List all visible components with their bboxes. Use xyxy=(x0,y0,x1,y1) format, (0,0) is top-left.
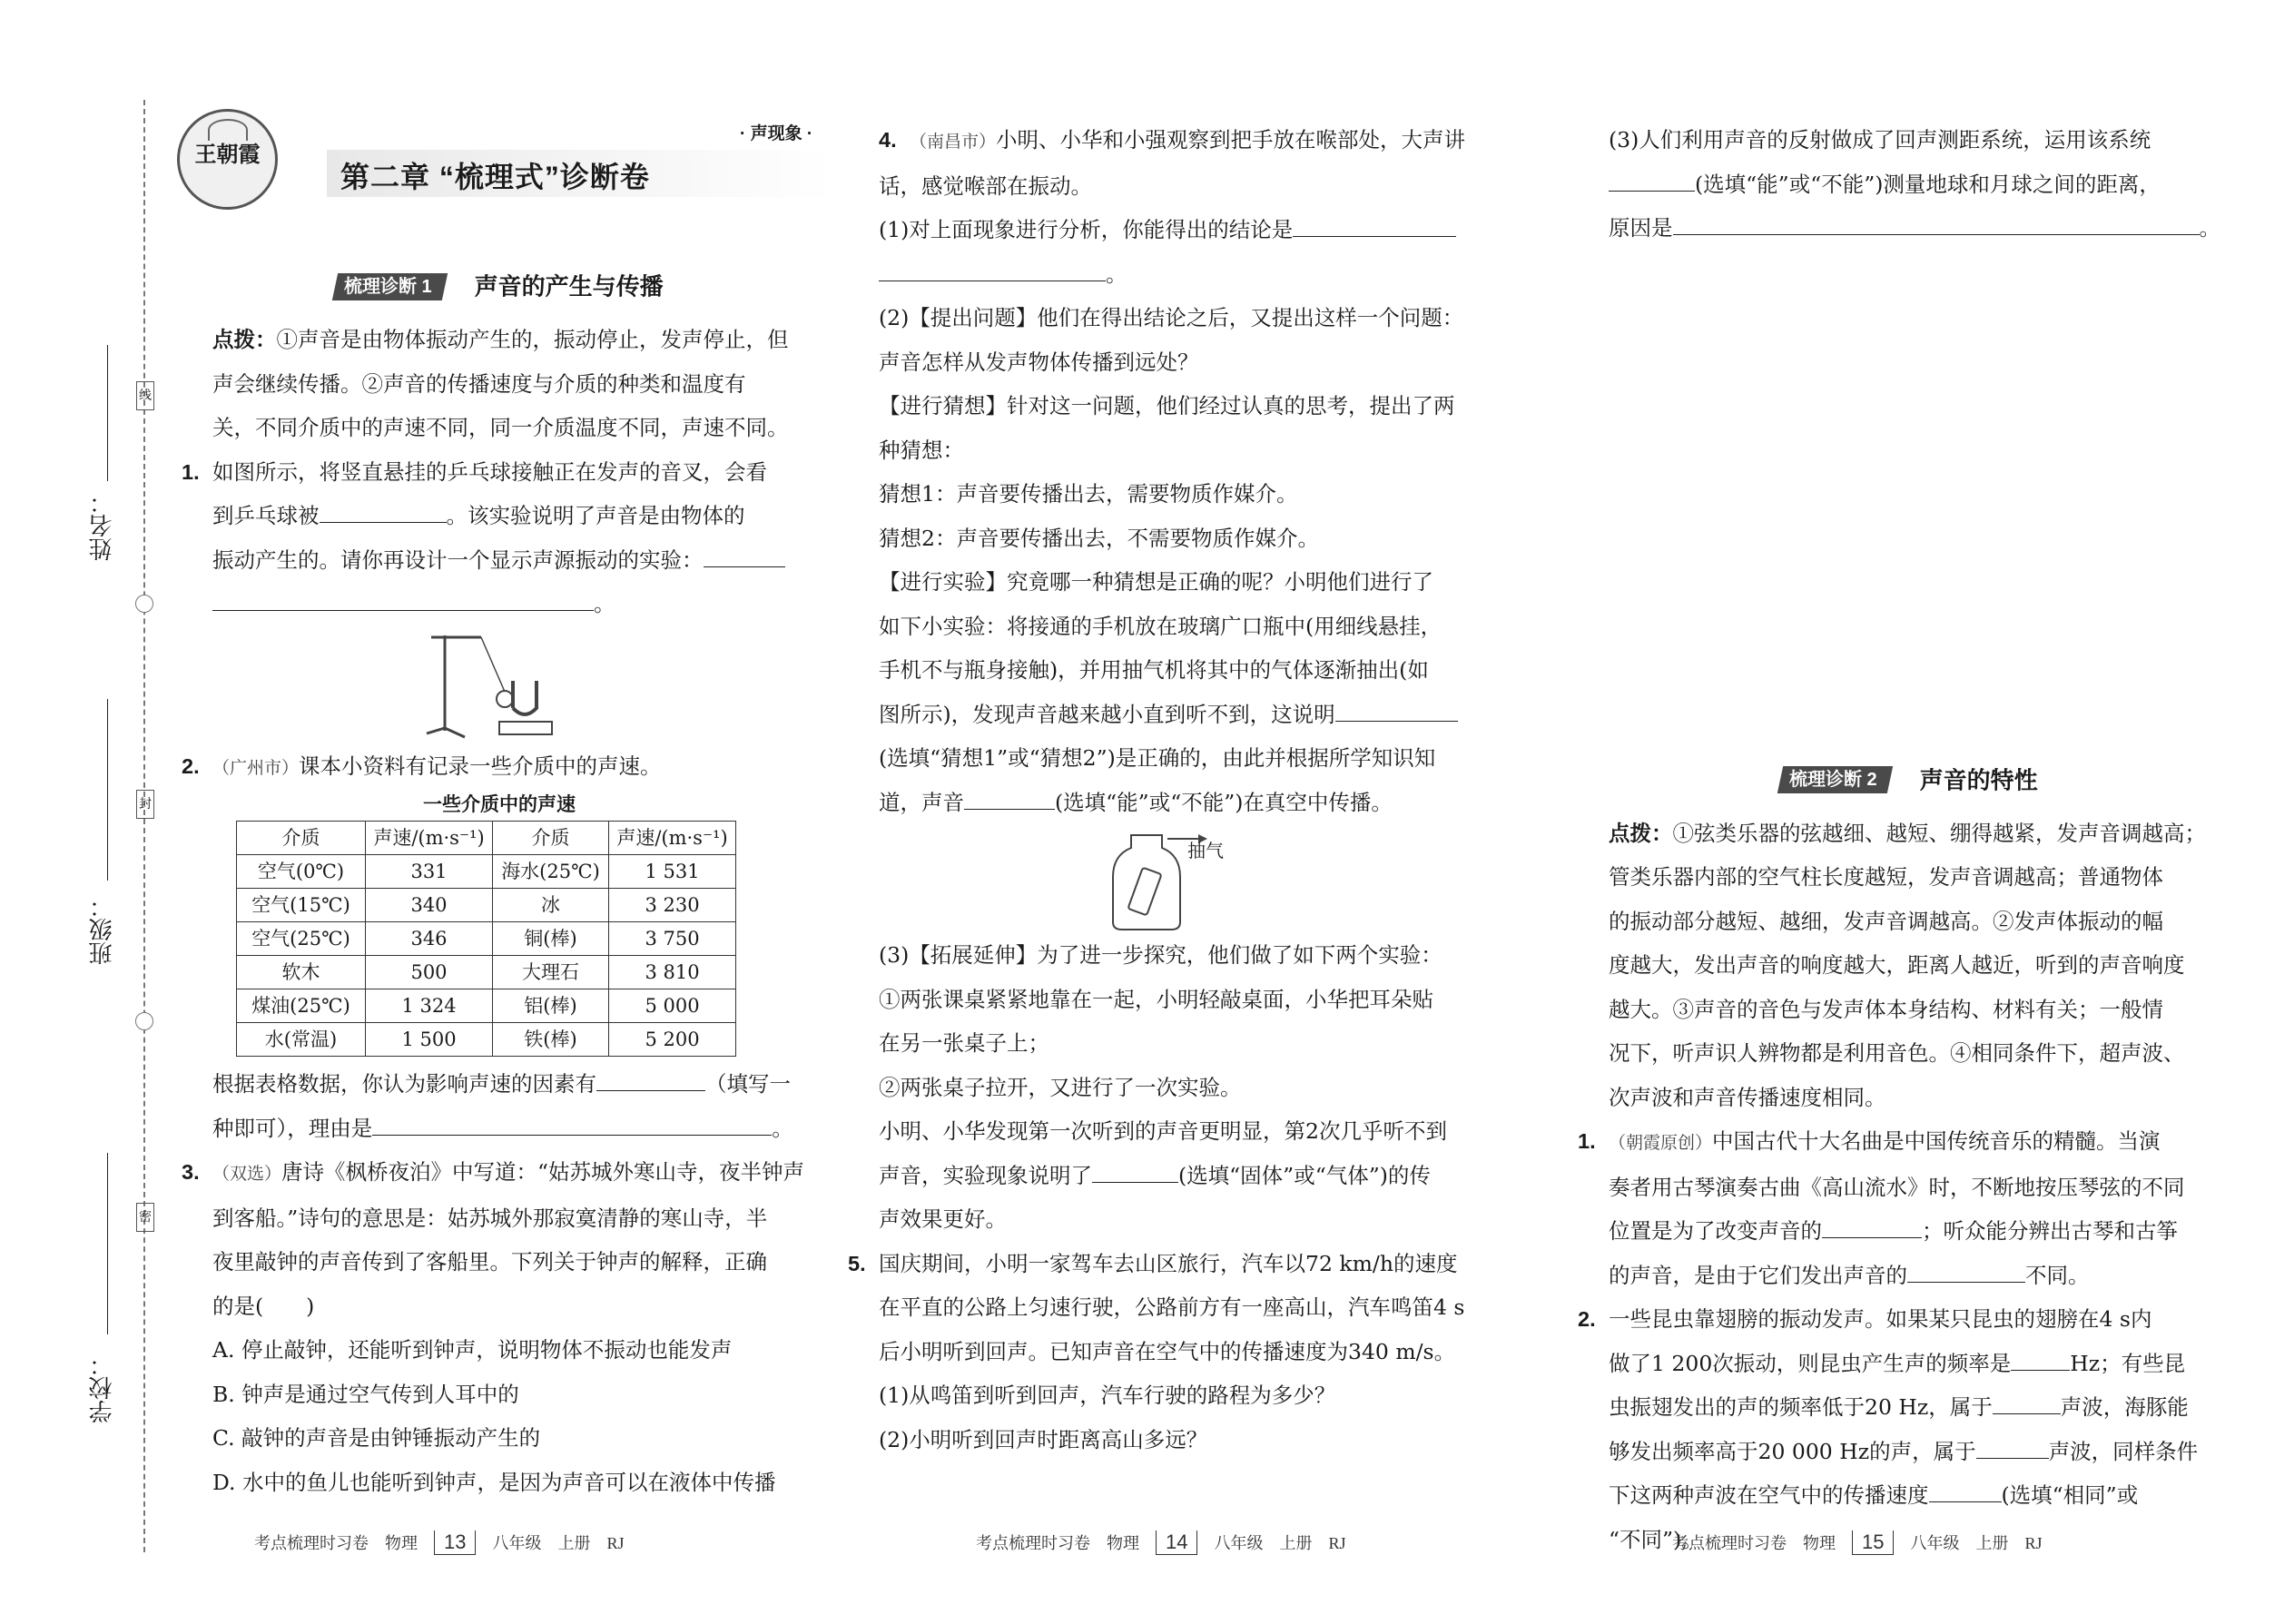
answer-blank[interactable] xyxy=(596,1070,705,1091)
option-d[interactable]: D. 水中的鱼儿也能听到钟声，是因为声音可以在液体中传播 xyxy=(212,1469,776,1495)
cell: 空气(15℃) xyxy=(237,889,366,922)
tip: 点拨：①声音是由物体振动产生的，振动停止，发声停止，但 xyxy=(212,327,789,353)
cell: 软木 xyxy=(237,956,366,989)
question-line: (1)从鸣笛到听到回声，汽车行驶的路程为多少？ xyxy=(879,1383,1336,1408)
cell: 346 xyxy=(366,922,493,956)
question-line: 的声音，是由于它们发出声音的 不同。 xyxy=(1609,1262,2090,1288)
cell: 铁(棒) xyxy=(493,1023,609,1057)
page-number: 15 xyxy=(1852,1530,1894,1555)
guess-2: 猜想2：声音要传播出去，不需要物质作媒介。 xyxy=(879,525,1319,551)
question-line: ②两张桌子拉开，又进行了一次实验。 xyxy=(879,1074,1242,1100)
question-line: (2)小明听到回声时距离高山多远？ xyxy=(879,1426,1208,1452)
tip-line: 管类乐器内部的空气柱长度越短，发声音调越高；普通物体 xyxy=(1609,864,2163,891)
answer-blank[interactable] xyxy=(1609,171,1695,192)
sound-speed-table xyxy=(236,821,736,1057)
tip-line: 况下，听声识人辨物都是利用音色。④相同条件下，超声波、 xyxy=(1609,1040,2185,1067)
cell: 500 xyxy=(366,956,493,989)
question-line: 【进行实验】究竟哪一种猜想是正确的呢？小明他们进行了 xyxy=(879,569,1433,595)
question-line: 做了1 200次振动，则昆虫产生声的频率是 Hz；有些昆 xyxy=(1609,1350,2186,1376)
binding-hole xyxy=(135,595,153,613)
footer-left: 考点梳理时习卷 物理 xyxy=(254,1534,418,1552)
question-line: 如下小实验：将接通的手机放在玻璃广口瓶中(用细线悬挂， xyxy=(879,613,1442,639)
name-label: 姓名： xyxy=(89,490,115,561)
cell: 大理石 xyxy=(493,956,609,989)
logo-text: 王朝霞 xyxy=(194,141,261,167)
header-cell: 声速/(m·s⁻¹) xyxy=(366,822,493,855)
question-1: 1. （朝霞原创）中国古代十大名曲是中国传统音乐的精髓。当演 xyxy=(1578,1128,2161,1155)
answer-blank[interactable] xyxy=(1929,1481,2002,1502)
answer-blank[interactable] xyxy=(1335,701,1458,722)
answer-blank[interactable] xyxy=(1293,216,1456,237)
cell: 5 200 xyxy=(609,1023,736,1057)
question-line: 种猜想： xyxy=(879,437,964,463)
cell: 3 750 xyxy=(609,922,736,956)
question-line: 根据表格数据，你认为影响声速的因素有 （填写一 xyxy=(212,1071,791,1097)
class-line[interactable] xyxy=(107,699,108,881)
answer-blank[interactable] xyxy=(212,590,594,611)
table-row xyxy=(237,922,736,956)
cell: 3 230 xyxy=(609,889,736,922)
question-line: (1)对上面现象进行分析，你能得出的结论是 xyxy=(879,208,1532,252)
tip: 点拨：①弦类乐器的弦越细、越短、绷得越紧，发声音调越高； xyxy=(1609,820,2206,846)
question-line: “不同”)。 xyxy=(1609,1526,1703,1552)
footer-right: 八年级 上册 RJ xyxy=(1214,1534,1346,1552)
section-heading xyxy=(1578,757,2240,802)
answer-blank[interactable] xyxy=(879,261,1106,281)
section-tag: · 声现象 · xyxy=(740,124,813,143)
question-line: 声音怎样从发声物体传播到远处？ xyxy=(879,349,1199,375)
question-line: 到乒乓球被 。该实验说明了声音是由物体的 xyxy=(212,503,745,529)
school-line[interactable] xyxy=(107,1153,108,1334)
question-line: 虫振翅发出的声的频率低于20 Hz，属于 声波，海豚能 xyxy=(1609,1394,2189,1421)
question-line: 种即可），理由是 。 xyxy=(212,1115,793,1141)
question-line: 。 xyxy=(879,252,1532,297)
class-label: 班级： xyxy=(89,894,115,965)
table-row xyxy=(237,889,736,922)
question-line: 。 xyxy=(182,582,817,626)
answer-blank[interactable] xyxy=(1673,214,2200,235)
question-line: 道，声音 (选填“能”或“不能”)在真空中传播。 xyxy=(879,789,1393,815)
column-3 xyxy=(1578,118,2240,1561)
section-title: 声音的特性 xyxy=(1919,766,2038,794)
question-line: 夜里敲钟的声音传到了客船里。下列关于钟声的解释，正确 xyxy=(212,1249,767,1275)
question-line: 图所示)，发现声音越来越小直到听不到，这说明 xyxy=(879,693,1532,737)
tuning-fork-figure xyxy=(182,626,817,744)
page-number: 13 xyxy=(434,1530,476,1555)
answer-blank[interactable] xyxy=(1092,1162,1178,1183)
footer-page-14 xyxy=(976,1530,1346,1555)
question-line: 的是( ) xyxy=(212,1293,315,1319)
chapter-title: 第二章 “梳理式”诊断卷 xyxy=(340,161,650,193)
answer-blank[interactable] xyxy=(1976,1438,2049,1459)
question-5: 5. 国庆期间，小明一家驾车去山区旅行，汽车以72 km/h的速度 xyxy=(848,1250,1458,1276)
question-line: 声音，实验现象说明了 (选填“固体”或“气体”)的传 xyxy=(879,1162,1431,1188)
cell: 铝(棒) xyxy=(493,989,609,1023)
column-1 xyxy=(182,263,817,1504)
header-cell: 介质 xyxy=(237,822,366,855)
tip-line: 次声波和声音传播速度相同。 xyxy=(1609,1084,1886,1110)
binding-hole xyxy=(135,1012,153,1030)
cell: 340 xyxy=(366,889,493,922)
answer-blank[interactable] xyxy=(320,502,447,523)
question-line: 下这两种声波在空气中的传播速度 (选填“相同”或 xyxy=(1609,1482,2139,1509)
section-title: 声音的产生与传播 xyxy=(474,272,664,300)
cell: 水(常温) xyxy=(237,1023,366,1057)
answer-blank[interactable] xyxy=(2011,1350,2070,1371)
header-cell: 声速/(m·s⁻¹) xyxy=(609,822,736,855)
school-label: 学校： xyxy=(89,1353,115,1423)
question-line: 到客船。”诗句的意思是：姑苏城外那寂寞清静的寒山寺，半 xyxy=(212,1205,768,1231)
question-line: (3)【拓展延伸】为了进一步探究，他们做了如下两个实验： xyxy=(879,942,1442,968)
section-tag-badge: 梳理诊断 2 xyxy=(1777,766,1893,793)
footer-left: 考点梳理时习卷 物理 xyxy=(1672,1534,1836,1552)
question-line: 奏者用古琴演奏古曲《高山流水》时，不断地按压琴弦的不同 xyxy=(1609,1174,2185,1200)
table-row xyxy=(237,855,736,889)
cell: 铜(棒) xyxy=(493,922,609,956)
cell: 3 810 xyxy=(609,956,736,989)
answer-blank[interactable] xyxy=(1822,1217,1922,1238)
option-b[interactable]: B. 钟声是通过空气传到人耳中的 xyxy=(212,1381,519,1407)
question-line: (选填“能”或“不能”)测量地球和月球之间的距离， xyxy=(1578,162,2240,207)
question-line: 原因是 。 xyxy=(1609,215,2220,241)
tip-line: 度越大，发出声音的响度越大，距离人越近，听到的声音响度 xyxy=(1609,952,2185,979)
table-row xyxy=(237,1023,736,1057)
name-line[interactable] xyxy=(107,345,108,481)
question-2: 2. （广州市）课本小资料有记录一些介质中的声速。 xyxy=(182,753,662,779)
seal-mark: 封 xyxy=(136,790,154,819)
footer-page-15 xyxy=(1672,1530,2043,1555)
question-line: 手机不与瓶身接触)，并用抽气机将其中的气体逐渐抽出(如 xyxy=(879,657,1429,683)
tip-line: 声会继续传播。②声音的传播速度与介质的种类和温度有 xyxy=(212,370,746,397)
cell: 空气(25℃) xyxy=(237,922,366,956)
footer-left: 考点梳理时习卷 物理 xyxy=(976,1534,1139,1552)
question-line: 小明、小华发现第一次听到的声音更明显，第2次几乎听不到 xyxy=(879,1118,1447,1144)
cell: 空气(0℃) xyxy=(237,855,366,889)
crown-icon xyxy=(208,119,248,141)
table-header-row xyxy=(237,822,736,855)
jar-figure xyxy=(879,824,1532,933)
question-line: ①两张课桌紧紧地靠在一起，小明轻敲桌面，小华把耳朵贴 xyxy=(879,986,1433,1012)
header-cell: 介质 xyxy=(493,822,609,855)
question-line: 够发出频率高于20 000 Hz的声，属于 声波，同样条件 xyxy=(1609,1438,2199,1464)
answer-blank[interactable] xyxy=(372,1115,772,1136)
question-2: 2. 一些昆虫靠翅膀的振动发声。如果某只昆虫的翅膀在4 s内 xyxy=(1578,1306,2152,1333)
table-row xyxy=(237,989,736,1023)
page-number: 14 xyxy=(1156,1530,1197,1555)
question-line: 声效果更好。 xyxy=(879,1206,1007,1232)
question-line: 在平直的公路上匀速行驶，公路前方有一座高山，汽车鸣笛4 s xyxy=(879,1294,1465,1320)
table-row xyxy=(237,956,736,989)
cell: 331 xyxy=(366,855,493,889)
option-c[interactable]: C. 敲钟的声音是由钟锤振动产生的 xyxy=(212,1425,541,1452)
binding-margin xyxy=(0,0,154,1624)
guess-1: 猜想1：声音要传播出去，需要物质作媒介。 xyxy=(879,481,1298,507)
cell: 冰 xyxy=(493,889,609,922)
footer-page-13 xyxy=(254,1530,625,1555)
tip-line: 的振动部分越短、越细，发声音调越高。②发声体振动的幅 xyxy=(1609,908,2163,934)
cell: 1 324 xyxy=(366,989,493,1023)
logo xyxy=(177,109,278,210)
cell: 煤油(25℃) xyxy=(237,989,366,1023)
column-2 xyxy=(848,118,1532,1462)
question-line: 振动产生的。请你再设计一个显示声源振动的实验： xyxy=(182,538,817,583)
section-heading xyxy=(182,263,817,309)
answer-blank[interactable] xyxy=(964,789,1055,810)
answer-blank[interactable] xyxy=(1907,1262,2025,1283)
question-line: 【进行猜想】针对这一问题，他们经过认真的思考，提出了两 xyxy=(879,393,1455,418)
pump-label: 抽气 xyxy=(1187,840,1224,861)
cell: 1 531 xyxy=(609,855,736,889)
cell: 5 000 xyxy=(609,989,736,1023)
question-line: (3)人们利用声音的反射做成了回声测距系统，运用该系统 xyxy=(1609,127,2151,153)
cell: 海水(25℃) xyxy=(493,855,609,889)
question-line: 后小明听到回声。已知声音在空气中的传播速度为340 m/s。 xyxy=(879,1338,1456,1364)
question-1: 1. 如图所示，将竖直悬挂的乒乓球接触正在发声的音叉，会看 xyxy=(182,458,767,485)
question-4: 4. （南昌市）小明、小华和小强观察到把手放在喉部处，大声讲 xyxy=(879,127,1466,153)
answer-blank[interactable] xyxy=(704,546,785,567)
question-line: (选填“猜想1”或“猜想2”)是正确的，由此并根据所学知识知 xyxy=(879,745,1436,771)
cut-line xyxy=(143,100,145,1552)
header xyxy=(177,100,831,213)
table-title: 一些介质中的声速 xyxy=(423,794,576,816)
cell: 1 500 xyxy=(366,1023,493,1057)
seal-mark: 密 xyxy=(136,1203,154,1232)
question-line: 在另一张桌子上； xyxy=(879,1030,1049,1056)
option-a[interactable]: A. 停止敲钟，还能听到钟声，说明物体不振动也能发声 xyxy=(212,1337,733,1363)
tip-line: 关，不同介质中的声速不同，同一介质温度不同，声速不同。 xyxy=(212,415,789,441)
footer-right: 八年级 上册 RJ xyxy=(492,1534,625,1552)
tip-line: 越大。③声音的音色与发声体本身结构、材料有关；一般情 xyxy=(1609,996,2163,1022)
question-line: 位置是为了改变声音的 ；听众能分辨出古琴和古筝 xyxy=(1609,1218,2178,1245)
seal-mark: 线 xyxy=(136,381,154,410)
answer-blank[interactable] xyxy=(1993,1393,2061,1414)
answer-space[interactable] xyxy=(1578,251,2240,741)
question-line: (2)【提出问题】他们在得出结论之后，又提出这样一个问题： xyxy=(879,305,1464,330)
question-3: 3. （双选）唐诗《枫桥夜泊》中写道：“姑苏城外寒山寺，夜半钟声 xyxy=(182,1159,805,1186)
footer-right: 八年级 上册 RJ xyxy=(1910,1534,2043,1552)
section-tag-badge: 梳理诊断 1 xyxy=(332,273,448,300)
question-line: 话，感觉喉部在振动。 xyxy=(879,172,1092,199)
